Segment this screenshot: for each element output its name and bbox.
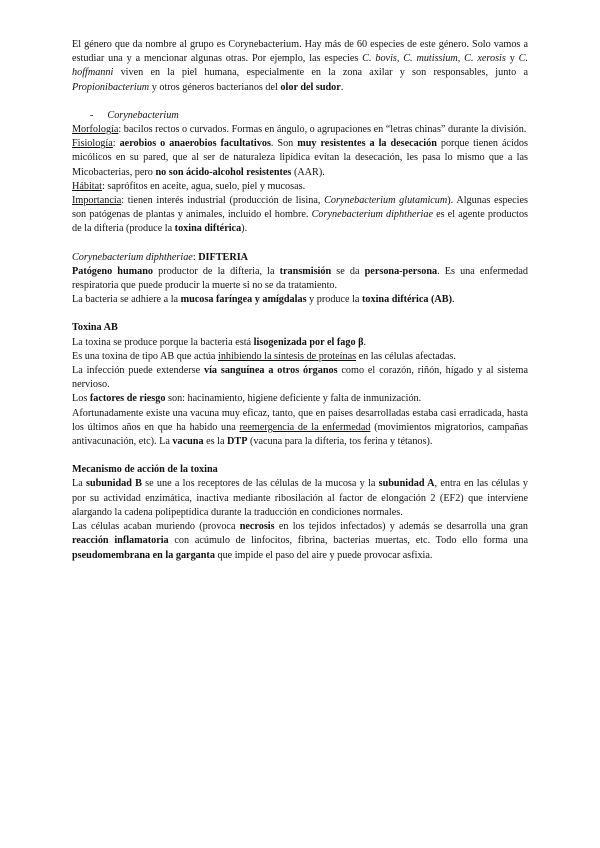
toxina-paragraph-5: Afortunadamente existe una vacuna muy eficaz, tanto, que en países desarrolladas estaba casi erradicada, hasta los últimos años en que ha habido una reemergencia de la enfermedad (movimientos migratorios, campañas antivacunación, etc). La vacuna es la DTP (vacuna para la difteria, tos ferina y tétanos). [72, 407, 528, 448]
toxina-paragraph-3: La infección puede extenderse vía sanguínea a otros órganos como el corazón, riñón, hígado y al sistema nervioso. [72, 365, 528, 391]
mecanismo-paragraph-1: La subunidad B se une a los receptores de las células de la mucosa y la subunidad A, entra en las células y por su actividad enzimática, inactiva mediante ribosilación al factor de elongación 2 (EF2) que interviene alargando la cadena polipeptídica durante la traducción en condiciones normales. [72, 478, 528, 518]
toxina-paragraph-2: Es una toxina de tipo AB que actúa inhibiendo la síntesis de proteínas en las células afectadas. [72, 350, 456, 362]
species-list: C. bovis, C. mutissium, C. xerosis [362, 53, 506, 65]
section-title: Corynebacterium [107, 109, 179, 121]
mecanismo-paragraph-2: Las células acaban muriendo (provoca necrosis en los tejidos infectados) y además se desarrolla una gran reacción inflamatoria con acúmulo de linfocitos, fibrina, bacterias muertas, etc. Todo ello forma una pseudomembrana en la garganta que impide el paso del aire y puede provocar asfixia. [72, 521, 529, 561]
morfologia-paragraph: Morfología: bacilos rectos o curvados. Formas en ángulo, o agrupaciones en “letras chinas” durante la división. [72, 124, 527, 136]
section-bullet [72, 109, 528, 123]
difteria-heading: Corynebacterium diphtheriae: DIFTERIA [72, 251, 249, 263]
bullet-dash: - [90, 109, 94, 121]
intro-paragraph: El género que da nombre al grupo es Corynebacterium. Hay más de 60 especies de este género. Solo vamos a estudiar una y a mencionar algunas otras. Por ejemplo, las especies C. bovis, C. mutissium, C. xerosis y C. hoffmanni viven en la piel humana, especialmente en la zona axilar y son responsables, junto a Propionibacterium y otros géneros bacterianos del olor del sudor. [72, 39, 528, 93]
difteria-paragraph-1: Patógeno humano productor de la difteria, la transmisión se da persona-persona. Es una enfermedad respiratoria que puede producir la muerte si no se da tratamiento. [72, 265, 528, 292]
genus-name: Propionibacterium [72, 81, 150, 93]
importancia-paragraph: Importancia: tienen interés industrial (producción de lisina, Corynebacterium glutamicum). Algunas especies son patógenas de plantas y animales, incluido el hombre. Corynebacterium diphtheriae es el agente productos de la difteria (produce la toxina diftérica). [72, 195, 528, 235]
field-label: Hábitat [72, 180, 102, 192]
mecanismo-heading: Mecanismo de acción de la toxina [72, 464, 218, 476]
habitat-paragraph: Hábitat: saprófitos en aceite, agua, suelo, piel y mucosas. [72, 180, 306, 192]
emphasis: olor del sudor [280, 81, 341, 93]
field-label: Importancia [72, 195, 122, 207]
difteria-paragraph-2: La bacteria se adhiere a la mucosa faríngea y amígdalas y produce la toxina diftérica (AB). [72, 294, 455, 306]
field-label: Fisiología [72, 138, 113, 150]
document-page [72, 38, 528, 563]
toxina-heading: Toxina AB [72, 322, 118, 334]
fisiologia-paragraph: Fisiología: aerobios o anaerobios facultativos. Son muy resistentes a la desecación porque tienen ácidos micólicos en su pared, que al ser de naturaleza lipídica evitan la desecación, les pasa lo mismo que a las Micobacterias, pero no son ácido-alcohol resistentes (AAR). [72, 138, 528, 178]
field-label: Morfología [72, 124, 119, 136]
toxina-paragraph-1: La toxina se produce porque la bacteria está lisogenizada por el fago β. [72, 336, 367, 348]
species-name: C. hoffmanni [72, 53, 528, 79]
toxina-paragraph-4: Los factores de riesgo son: hacinamiento, higiene deficiente y falta de inmunización. [72, 393, 422, 405]
